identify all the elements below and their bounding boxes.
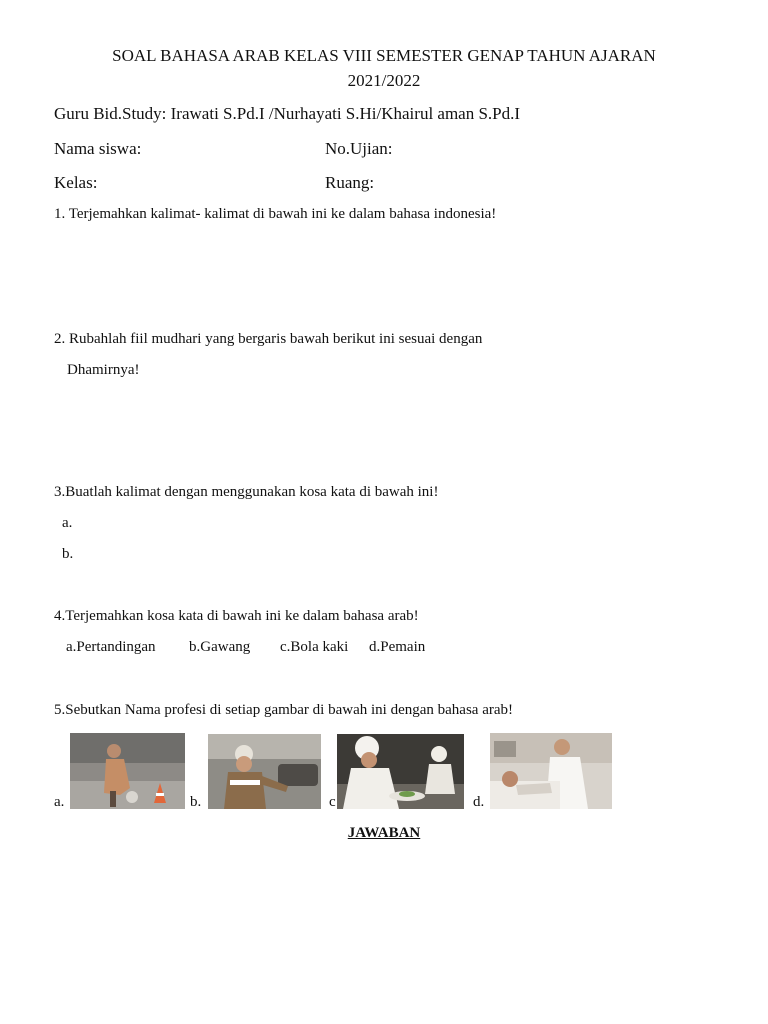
question-1: 1. Terjemahkan kalimat- kalimat di bawah ini ke dalam bahasa indonesia! <box>54 206 497 222</box>
answer-heading: JAWABAN <box>347 825 421 841</box>
chef-photo <box>337 734 464 809</box>
question-4-option-c: c.Bola kaki <box>280 639 349 655</box>
class-label: Kelas: <box>54 173 98 192</box>
picture-label-b: b. <box>190 794 202 810</box>
picture-label-c: c <box>329 794 336 810</box>
question-3-item-a: a. <box>62 515 73 531</box>
question-4-option-b: b.Gawang <box>189 639 251 655</box>
question-4-option-d: d.Pemain <box>369 639 426 655</box>
question-2-line2: Dhamirnya! <box>67 362 140 378</box>
document-title-line1: SOAL BAHASA ARAB KELAS VIII SEMESTER GENAP TAHUN AJARAN <box>112 46 656 65</box>
question-5: 5.Sebutkan Nama profesi di setiap gambar di bawah ini dengan bahasa arab! <box>54 702 514 718</box>
picture-label-a: a. <box>54 794 65 810</box>
question-3-item-b: b. <box>62 546 74 562</box>
document-title-line2: 2021/2022 <box>347 71 421 90</box>
teacher-line: Guru Bid.Study: Irawati S.Pd.I /Nurhayati S.Hi/Khairul aman S.Pd.I <box>54 104 521 123</box>
question-2-line1: 2. Rubahlah fiil mudhari yang bergaris bawah berikut ini sesuai dengan <box>54 331 483 347</box>
picture-label-d: d. <box>473 794 485 810</box>
street-sweeper-photo <box>70 733 185 809</box>
doctor-photo <box>490 733 612 809</box>
student-name-label: Nama siswa: <box>54 139 142 158</box>
question-3: 3.Buatlah kalimat dengan menggunakan kosa kata di bawah ini! <box>54 484 439 500</box>
traffic-police-photo <box>208 734 321 809</box>
question-4: 4.Terjemahkan kosa kata di bawah ini ke dalam bahasa arab! <box>54 608 419 624</box>
room-label: Ruang: <box>325 173 375 192</box>
exam-number-label: No.Ujian: <box>325 139 393 158</box>
question-4-option-a: a.Pertandingan <box>66 639 156 655</box>
